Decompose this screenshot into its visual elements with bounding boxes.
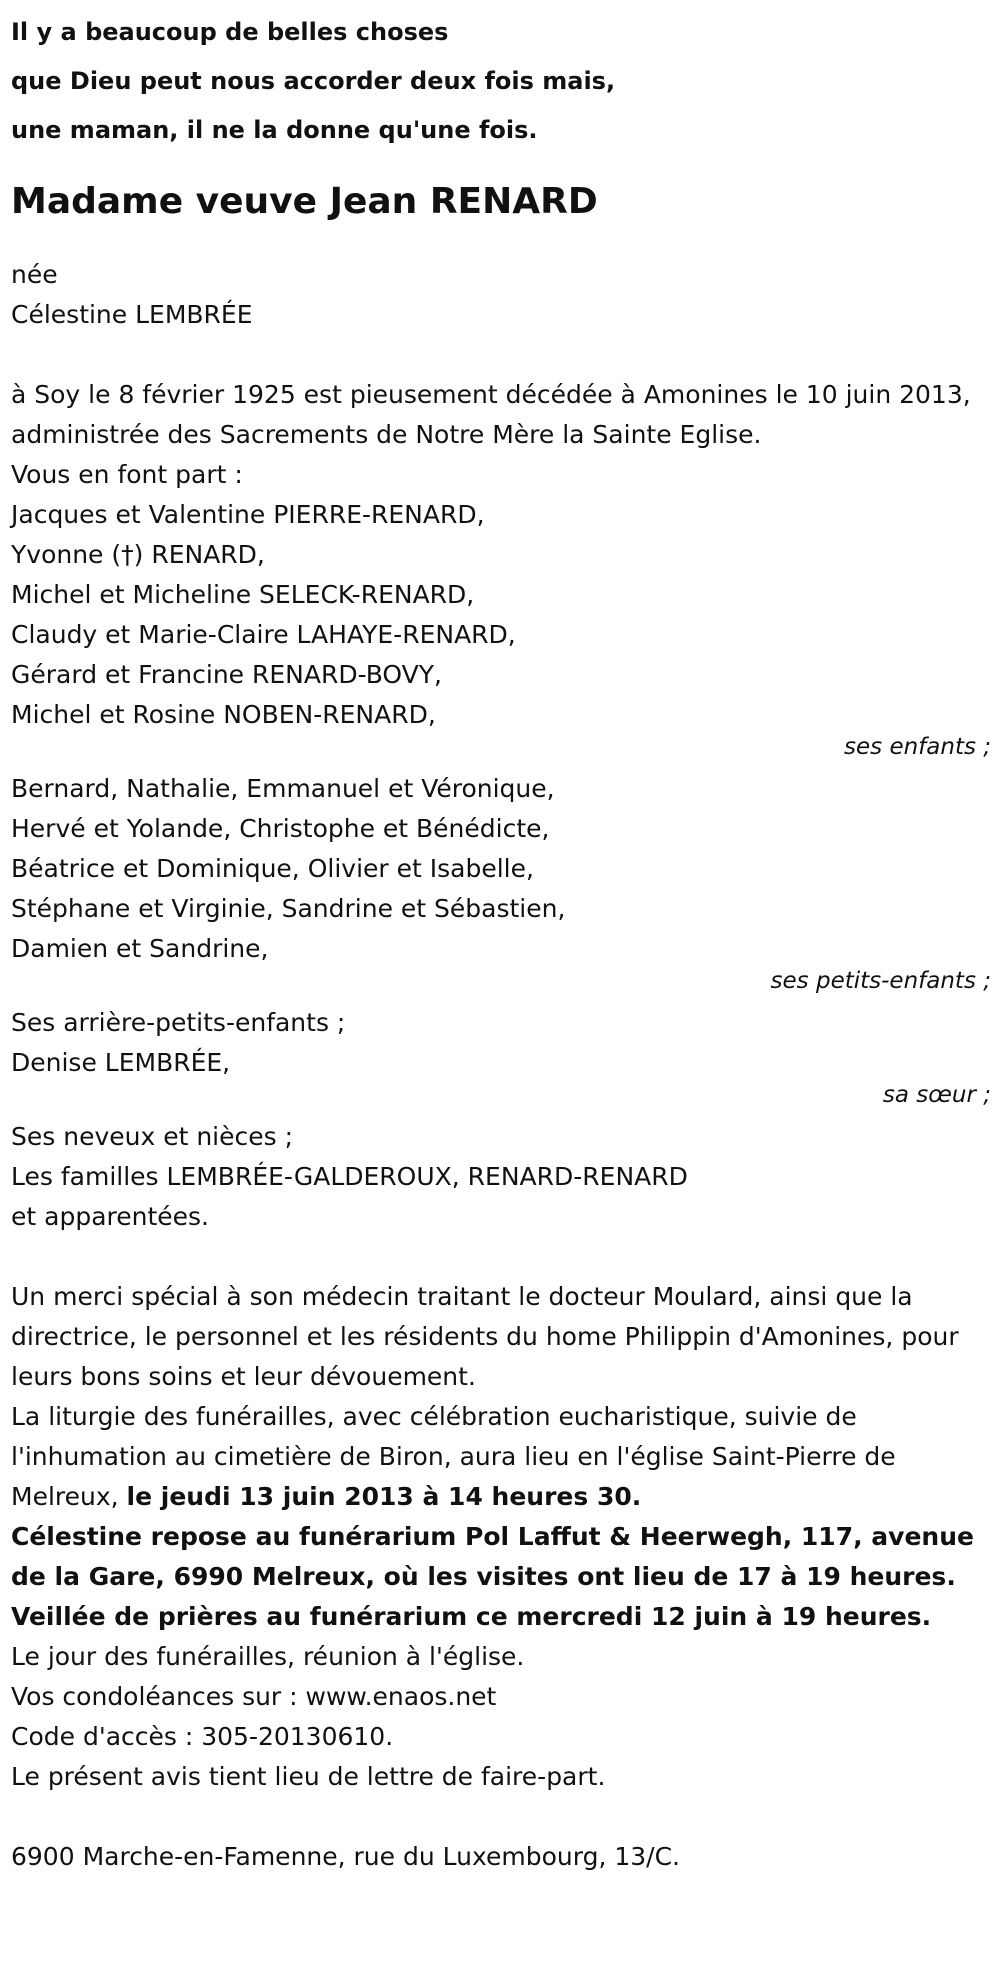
sister-line: Ses arrière-petits-enfants ;	[11, 1008, 346, 1037]
funerarium-paragraph: Célestine repose au funérarium Pol Laffut & Heerwegh, 117, avenue de la Gare, 6990 Melreux, où les visites ont lieu de 17 à 19 heures.	[11, 1522, 974, 1591]
child-entry: Gérard et Francine RENARD-BOVY,	[11, 660, 442, 689]
grandchild-entry: Stéphane et Virginie, Sandrine et Sébastien,	[11, 894, 566, 923]
sister-role: sa sœur ;	[882, 1082, 991, 1108]
child-entry: Michel et Rosine NOBEN-RENARD,	[11, 700, 436, 729]
thanks-paragraph: Un merci spécial à son médecin traitant le docteur Moulard, ainsi que la directrice, le personnel et les résidents du home Philippin d'Amonines, pour leurs bons soins et leur dévouement.	[11, 1282, 959, 1391]
meeting-line: Le jour des funérailles, réunion à l'église.	[11, 1642, 525, 1671]
sister-line: Denise LEMBRÉE,	[11, 1048, 231, 1077]
relatives-line: et apparentées.	[11, 1202, 209, 1231]
access-code-line: Code d'accès : 305-20130610.	[11, 1722, 394, 1751]
address-line: 6900 Marche-en-Famenne, rue du Luxembourg, 13/C.	[11, 1842, 680, 1871]
grandchild-entry: Hervé et Yolande, Christophe et Bénédicte,	[11, 814, 550, 843]
epigraph	[11, 8, 991, 155]
grandchild-entry: Béatrice et Dominique, Olivier et Isabelle,	[11, 854, 534, 883]
grandchild-entry: Damien et Sandrine,	[11, 934, 269, 963]
notice-line: Le présent avis tient lieu de lettre de faire-part.	[11, 1762, 606, 1791]
funeral-paragraph	[11, 1397, 991, 1517]
funeral-text: La liturgie des funérailles, avec célébration eucharistique, suivie de l'inhumation au cimetière de Biron, aura lieu en l'église Saint-Pierre de Melreux,	[11, 1402, 896, 1511]
deceased-name-title: Madame veuve Jean RENARD	[11, 181, 598, 222]
maiden-name: Célestine LEMBRÉE	[11, 300, 253, 329]
children-section	[11, 495, 991, 759]
child-entry: Jacques et Valentine PIERRE-RENARD,	[11, 500, 485, 529]
grandchild-entry: Bernard, Nathalie, Emmanuel et Véronique,	[11, 774, 555, 803]
child-entry: Yvonne (†) RENARD,	[11, 540, 265, 569]
nee-label: née	[11, 260, 58, 289]
grandchildren-role: ses petits-enfants ;	[770, 968, 991, 994]
death-statement: à Soy le 8 février 1925 est pieusement décédée à Amonines le 10 juin 2013, administrée des Sacrements de Notre Mère la Sainte Eglise.	[11, 380, 971, 449]
child-entry: Michel et Micheline SELECK-RENARD,	[11, 580, 475, 609]
condolences-line: Vos condoléances sur : www.enaos.net	[11, 1682, 497, 1711]
birth-info	[11, 255, 991, 335]
children-role: ses enfants ;	[844, 734, 991, 760]
sister-section	[11, 1003, 991, 1107]
epigraph-line: une maman, il ne la donne qu'une fois.	[11, 116, 538, 144]
relatives-section	[11, 1117, 991, 1237]
epigraph-line: que Dieu peut nous accorder deux fois mais,	[11, 67, 616, 95]
relatives-line: Ses neveux et nièces ;	[11, 1122, 294, 1151]
child-entry: Claudy et Marie-Claire LAHAYE-RENARD,	[11, 620, 516, 649]
funeral-date: le jeudi 13 juin 2013 à 14 heures 30.	[126, 1482, 642, 1511]
grandchildren-section	[11, 769, 991, 993]
relatives-line: Les familles LEMBRÉE-GALDEROUX, RENARD-RENARD	[11, 1162, 688, 1191]
epigraph-line: Il y a beaucoup de belles choses	[11, 18, 449, 46]
vigil-line: Veillée de prières au funérarium ce mercredi 12 juin à 19 heures.	[11, 1602, 932, 1631]
announce-line: Vous en font part :	[11, 460, 243, 489]
obituary-notice	[11, 8, 991, 1877]
